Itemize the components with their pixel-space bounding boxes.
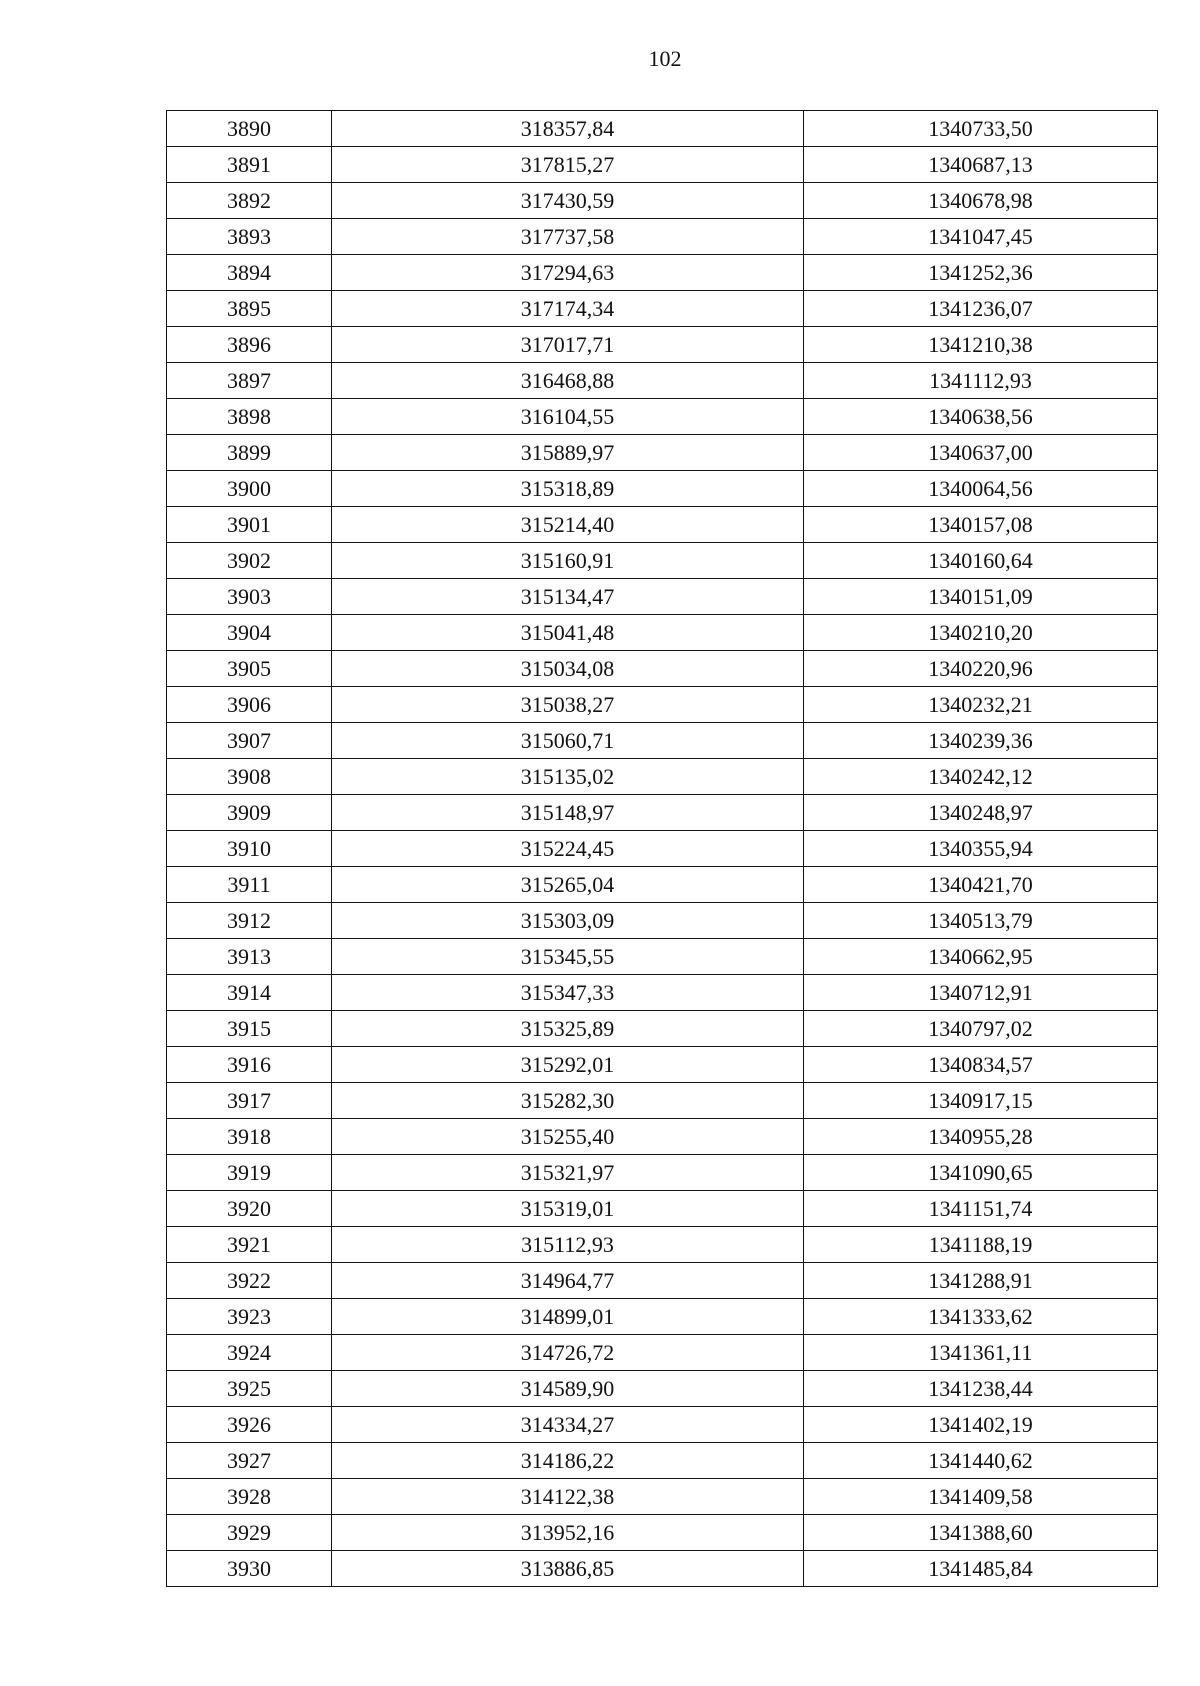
x-coordinate-cell: 318357,84 [332,111,804,147]
x-coordinate-cell: 315255,40 [332,1119,804,1155]
point-number-cell: 3913 [167,939,332,975]
y-coordinate-cell: 1340151,09 [804,579,1158,615]
y-coordinate-cell: 1341047,45 [804,219,1158,255]
y-coordinate-cell: 1340662,95 [804,939,1158,975]
point-number-cell: 3928 [167,1479,332,1515]
table-row [167,327,1158,363]
x-coordinate-cell: 315134,47 [332,579,804,615]
y-coordinate-cell: 1340232,21 [804,687,1158,723]
y-coordinate-cell: 1340248,97 [804,795,1158,831]
y-coordinate-cell: 1341210,38 [804,327,1158,363]
point-number-cell: 3907 [167,723,332,759]
point-number-cell: 3904 [167,615,332,651]
x-coordinate-cell: 315292,01 [332,1047,804,1083]
y-coordinate-cell: 1340421,70 [804,867,1158,903]
x-coordinate-cell: 315038,27 [332,687,804,723]
x-coordinate-cell: 315282,30 [332,1083,804,1119]
y-coordinate-cell: 1340513,79 [804,903,1158,939]
x-coordinate-cell: 315160,91 [332,543,804,579]
coordinates-table-body [167,111,1158,1587]
point-number-cell: 3919 [167,1155,332,1191]
point-number-cell: 3893 [167,219,332,255]
point-number-cell: 3890 [167,111,332,147]
table-row [167,579,1158,615]
point-number-cell: 3896 [167,327,332,363]
table-row [167,975,1158,1011]
table-row [167,1083,1158,1119]
table-row [167,1299,1158,1335]
x-coordinate-cell: 315214,40 [332,507,804,543]
x-coordinate-cell: 315034,08 [332,651,804,687]
point-number-cell: 3895 [167,291,332,327]
x-coordinate-cell: 315112,93 [332,1227,804,1263]
y-coordinate-cell: 1340637,00 [804,435,1158,471]
y-coordinate-cell: 1341402,19 [804,1407,1158,1443]
y-coordinate-cell: 1341236,07 [804,291,1158,327]
point-number-cell: 3911 [167,867,332,903]
point-number-cell: 3908 [167,759,332,795]
x-coordinate-cell: 317737,58 [332,219,804,255]
y-coordinate-cell: 1340064,56 [804,471,1158,507]
x-coordinate-cell: 315060,71 [332,723,804,759]
point-number-cell: 3912 [167,903,332,939]
table-row [167,1371,1158,1407]
table-row [167,939,1158,975]
x-coordinate-cell: 315148,97 [332,795,804,831]
x-coordinate-cell: 315135,02 [332,759,804,795]
x-coordinate-cell: 316104,55 [332,399,804,435]
x-coordinate-cell: 314726,72 [332,1335,804,1371]
table-row [167,759,1158,795]
x-coordinate-cell: 315303,09 [332,903,804,939]
y-coordinate-cell: 1340157,08 [804,507,1158,543]
y-coordinate-cell: 1341238,44 [804,1371,1158,1407]
x-coordinate-cell: 315347,33 [332,975,804,1011]
x-coordinate-cell: 317430,59 [332,183,804,219]
point-number-cell: 3900 [167,471,332,507]
table-row [167,1551,1158,1587]
y-coordinate-cell: 1341333,62 [804,1299,1158,1335]
table-row [167,1011,1158,1047]
point-number-cell: 3909 [167,795,332,831]
table-row [167,615,1158,651]
point-number-cell: 3929 [167,1515,332,1551]
x-coordinate-cell: 314186,22 [332,1443,804,1479]
y-coordinate-cell: 1341151,74 [804,1191,1158,1227]
y-coordinate-cell: 1340712,91 [804,975,1158,1011]
x-coordinate-cell: 314964,77 [332,1263,804,1299]
point-number-cell: 3926 [167,1407,332,1443]
x-coordinate-cell: 314899,01 [332,1299,804,1335]
point-number-cell: 3918 [167,1119,332,1155]
y-coordinate-cell: 1341252,36 [804,255,1158,291]
point-number-cell: 3927 [167,1443,332,1479]
x-coordinate-cell: 315318,89 [332,471,804,507]
y-coordinate-cell: 1340220,96 [804,651,1158,687]
table-row [167,867,1158,903]
x-coordinate-cell: 315321,97 [332,1155,804,1191]
point-number-cell: 3905 [167,651,332,687]
table-row [167,831,1158,867]
table-row [167,1155,1158,1191]
table-row [167,903,1158,939]
x-coordinate-cell: 314589,90 [332,1371,804,1407]
table-row [167,795,1158,831]
table-row [167,687,1158,723]
page-number: 102 [648,46,682,71]
x-coordinate-cell: 315325,89 [332,1011,804,1047]
x-coordinate-cell: 317017,71 [332,327,804,363]
table-row [167,147,1158,183]
point-number-cell: 3922 [167,1263,332,1299]
x-coordinate-cell: 315224,45 [332,831,804,867]
y-coordinate-cell: 1341485,84 [804,1551,1158,1587]
point-number-cell: 3897 [167,363,332,399]
x-coordinate-cell: 317174,34 [332,291,804,327]
table-row [167,111,1158,147]
y-coordinate-cell: 1340917,15 [804,1083,1158,1119]
y-coordinate-cell: 1341188,19 [804,1227,1158,1263]
y-coordinate-cell: 1341440,62 [804,1443,1158,1479]
x-coordinate-cell: 314122,38 [332,1479,804,1515]
point-number-cell: 3899 [167,435,332,471]
point-number-cell: 3930 [167,1551,332,1587]
table-row [167,1119,1158,1155]
table-row [167,1335,1158,1371]
point-number-cell: 3894 [167,255,332,291]
table-row [167,651,1158,687]
point-number-cell: 3906 [167,687,332,723]
y-coordinate-cell: 1340733,50 [804,111,1158,147]
table-row [167,507,1158,543]
y-coordinate-cell: 1341288,91 [804,1263,1158,1299]
table-row [167,1407,1158,1443]
y-coordinate-cell: 1340355,94 [804,831,1158,867]
table-row [167,399,1158,435]
y-coordinate-cell: 1341388,60 [804,1515,1158,1551]
x-coordinate-cell: 315265,04 [332,867,804,903]
table-row [167,1515,1158,1551]
table-row [167,183,1158,219]
table-row [167,435,1158,471]
point-number-cell: 3925 [167,1371,332,1407]
point-number-cell: 3901 [167,507,332,543]
point-number-cell: 3920 [167,1191,332,1227]
x-coordinate-cell: 317815,27 [332,147,804,183]
table-row [167,1479,1158,1515]
x-coordinate-cell: 313886,85 [332,1551,804,1587]
x-coordinate-cell: 316468,88 [332,363,804,399]
y-coordinate-cell: 1340638,56 [804,399,1158,435]
point-number-cell: 3923 [167,1299,332,1335]
y-coordinate-cell: 1340160,64 [804,543,1158,579]
point-number-cell: 3903 [167,579,332,615]
x-coordinate-cell: 315319,01 [332,1191,804,1227]
x-coordinate-cell: 315889,97 [332,435,804,471]
y-coordinate-cell: 1341409,58 [804,1479,1158,1515]
x-coordinate-cell: 317294,63 [332,255,804,291]
table-row [167,255,1158,291]
point-number-cell: 3898 [167,399,332,435]
table-row [167,471,1158,507]
coordinates-table [166,110,1158,1587]
y-coordinate-cell: 1340797,02 [804,1011,1158,1047]
table-row [167,1047,1158,1083]
y-coordinate-cell: 1340955,28 [804,1119,1158,1155]
point-number-cell: 3921 [167,1227,332,1263]
point-number-cell: 3924 [167,1335,332,1371]
y-coordinate-cell: 1340242,12 [804,759,1158,795]
point-number-cell: 3914 [167,975,332,1011]
point-number-cell: 3915 [167,1011,332,1047]
table-row [167,1191,1158,1227]
point-number-cell: 3891 [167,147,332,183]
table-row [167,1263,1158,1299]
point-number-cell: 3910 [167,831,332,867]
point-number-cell: 3916 [167,1047,332,1083]
x-coordinate-cell: 315345,55 [332,939,804,975]
y-coordinate-cell: 1340678,98 [804,183,1158,219]
point-number-cell: 3892 [167,183,332,219]
y-coordinate-cell: 1340834,57 [804,1047,1158,1083]
x-coordinate-cell: 315041,48 [332,615,804,651]
point-number-cell: 3917 [167,1083,332,1119]
table-row [167,363,1158,399]
table-row [167,219,1158,255]
point-number-cell: 3902 [167,543,332,579]
x-coordinate-cell: 314334,27 [332,1407,804,1443]
table-row [167,723,1158,759]
y-coordinate-cell: 1341090,65 [804,1155,1158,1191]
y-coordinate-cell: 1340687,13 [804,147,1158,183]
table-row [167,543,1158,579]
y-coordinate-cell: 1340210,20 [804,615,1158,651]
y-coordinate-cell: 1341112,93 [804,363,1158,399]
table-row [167,1443,1158,1479]
table-row [167,291,1158,327]
y-coordinate-cell: 1340239,36 [804,723,1158,759]
table-row [167,1227,1158,1263]
x-coordinate-cell: 313952,16 [332,1515,804,1551]
y-coordinate-cell: 1341361,11 [804,1335,1158,1371]
